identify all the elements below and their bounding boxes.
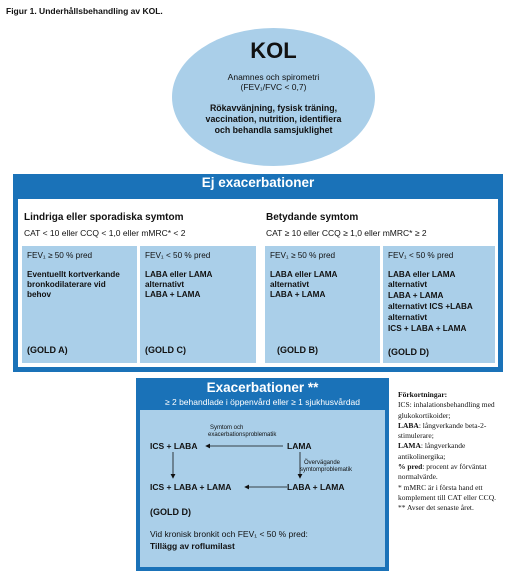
gold-d-line-3: LABA + LAMA [388, 291, 444, 300]
kol-general-1: Rökavvänjning, fysisk träning, [209, 103, 338, 113]
node-ics-laba-lama: ICS + LABA + LAMA [150, 482, 232, 492]
label-symptoms-exacerbation-2: exacerbationsproblematik [208, 432, 277, 438]
roflumilast-addition: Tillägg av roflumilast [150, 541, 235, 551]
gold-a-line-3: behov [27, 290, 52, 299]
gold-b-line-3: LABA + LAMA [270, 290, 326, 299]
note-ics-text: : inhalationsbehandling med glukokortikoider; [398, 400, 495, 420]
note-ics [398, 400, 513, 421]
note-laba-text: : långverkande beta-2-stimulerare; [398, 420, 487, 441]
gold-a-line-2: bronkodilaterare vid [27, 280, 106, 289]
node-lama: LAMA [287, 441, 312, 451]
note-pred-abbr: % pred [398, 462, 423, 472]
gold-c-line-2: alternativt [145, 280, 185, 289]
note-recent-year: ** Avser det senaste året. [398, 503, 474, 513]
mild-symptoms-criteria: CAT < 10 eller CCQ < 1,0 eller mMRC* < 2 [24, 228, 186, 238]
chronic-bronchitis-condition: Vid kronisk bronkit och FEV₁ < 50 % pred: [150, 529, 308, 539]
notes-title: Förkortningar: [398, 390, 448, 399]
gold-d-line-1: LABA eller LAMA [388, 270, 456, 279]
significant-symptoms-title: Betydande symtom [266, 212, 359, 223]
gold-a-line-1: Eventuellt kortverkande [27, 270, 120, 279]
kol-fev-ratio: (FEV₁/FVC < 0,7) [240, 82, 307, 92]
gold-a-fev: FEV₁ ≥ 50 % pred [27, 251, 93, 260]
gold-c-label: (GOLD C) [145, 345, 186, 355]
gold-d-label: (GOLD D) [388, 347, 429, 357]
note-laba-abbr: LABA [398, 420, 419, 430]
note-lama-text: : långverkande antikolinergika; [398, 441, 466, 461]
label-symptoms-exacerbation-1: Symtom och [210, 425, 244, 431]
node-laba-lama: LABA + LAMA [287, 482, 345, 492]
note-lama [398, 441, 513, 462]
exacerbation-criteria: ≥ 2 behandlade i öppenvård eller ≥ 1 sjukhusvårdad [164, 397, 361, 407]
kol-general-3: och behandla samsjuklighet [214, 125, 333, 135]
significant-symptoms-criteria: CAT ≥ 10 eller CCQ ≥ 1,0 eller mMRC* ≥ 2 [266, 228, 427, 238]
gold-b-label: (GOLD B) [277, 345, 318, 355]
gold-c-line-1: LABA eller LAMA [145, 270, 213, 279]
node-ics-laba: ICS + LABA [150, 441, 198, 451]
note-ics-abbr: ICS [398, 400, 410, 410]
kol-general-2: vaccination, nutrition, identifiera [205, 114, 342, 124]
gold-a-label: (GOLD A) [27, 345, 68, 355]
exacerbation-heading: Exacerbationer ** [206, 380, 319, 395]
gold-c-fev: FEV₁ < 50 % pred [145, 251, 211, 260]
gold-d-line-4: alternativt ICS +LABA [388, 302, 473, 311]
kol-title: KOL [250, 38, 297, 63]
no-exacerbation-heading: Ej exacerbationer [201, 175, 315, 190]
note-pred-text: : procent av förväntat normalvärde. [398, 462, 487, 482]
note-mmrc: * mMRC är i första hand ett komplement till CAT eller CCQ. [398, 482, 496, 502]
gold-d-line-2: alternativt [388, 280, 428, 289]
kol-anamnes: Anamnes och spirometri [227, 72, 320, 82]
gold-c-line-3: LABA + LAMA [145, 290, 201, 299]
note-pred [398, 462, 513, 483]
gold-d-line-5: alternativt [388, 313, 428, 322]
gold-b-line-2: alternativt [270, 280, 310, 289]
gold-b-fev: FEV₁ ≥ 50 % pred [270, 251, 336, 260]
exacerbation-gold-d: (GOLD D) [150, 507, 191, 517]
label-symptom-dominant-1: Övervägande [304, 460, 341, 466]
gold-b-line-1: LABA eller LAMA [270, 270, 338, 279]
gold-d-line-6: ICS + LABA + LAMA [388, 324, 467, 333]
figure-title: Figur 1. Underhållsbehandling av KOL. [6, 6, 163, 16]
label-symptom-dominant-2: symtomproblematik [300, 467, 353, 473]
gold-d-fev: FEV₁ < 50 % pred [388, 251, 454, 260]
mild-symptoms-title: Lindriga eller sporadiska symtom [24, 212, 184, 223]
note-laba [398, 421, 513, 442]
note-lama-abbr: LAMA [398, 441, 421, 451]
abbreviations-notes [398, 390, 513, 514]
